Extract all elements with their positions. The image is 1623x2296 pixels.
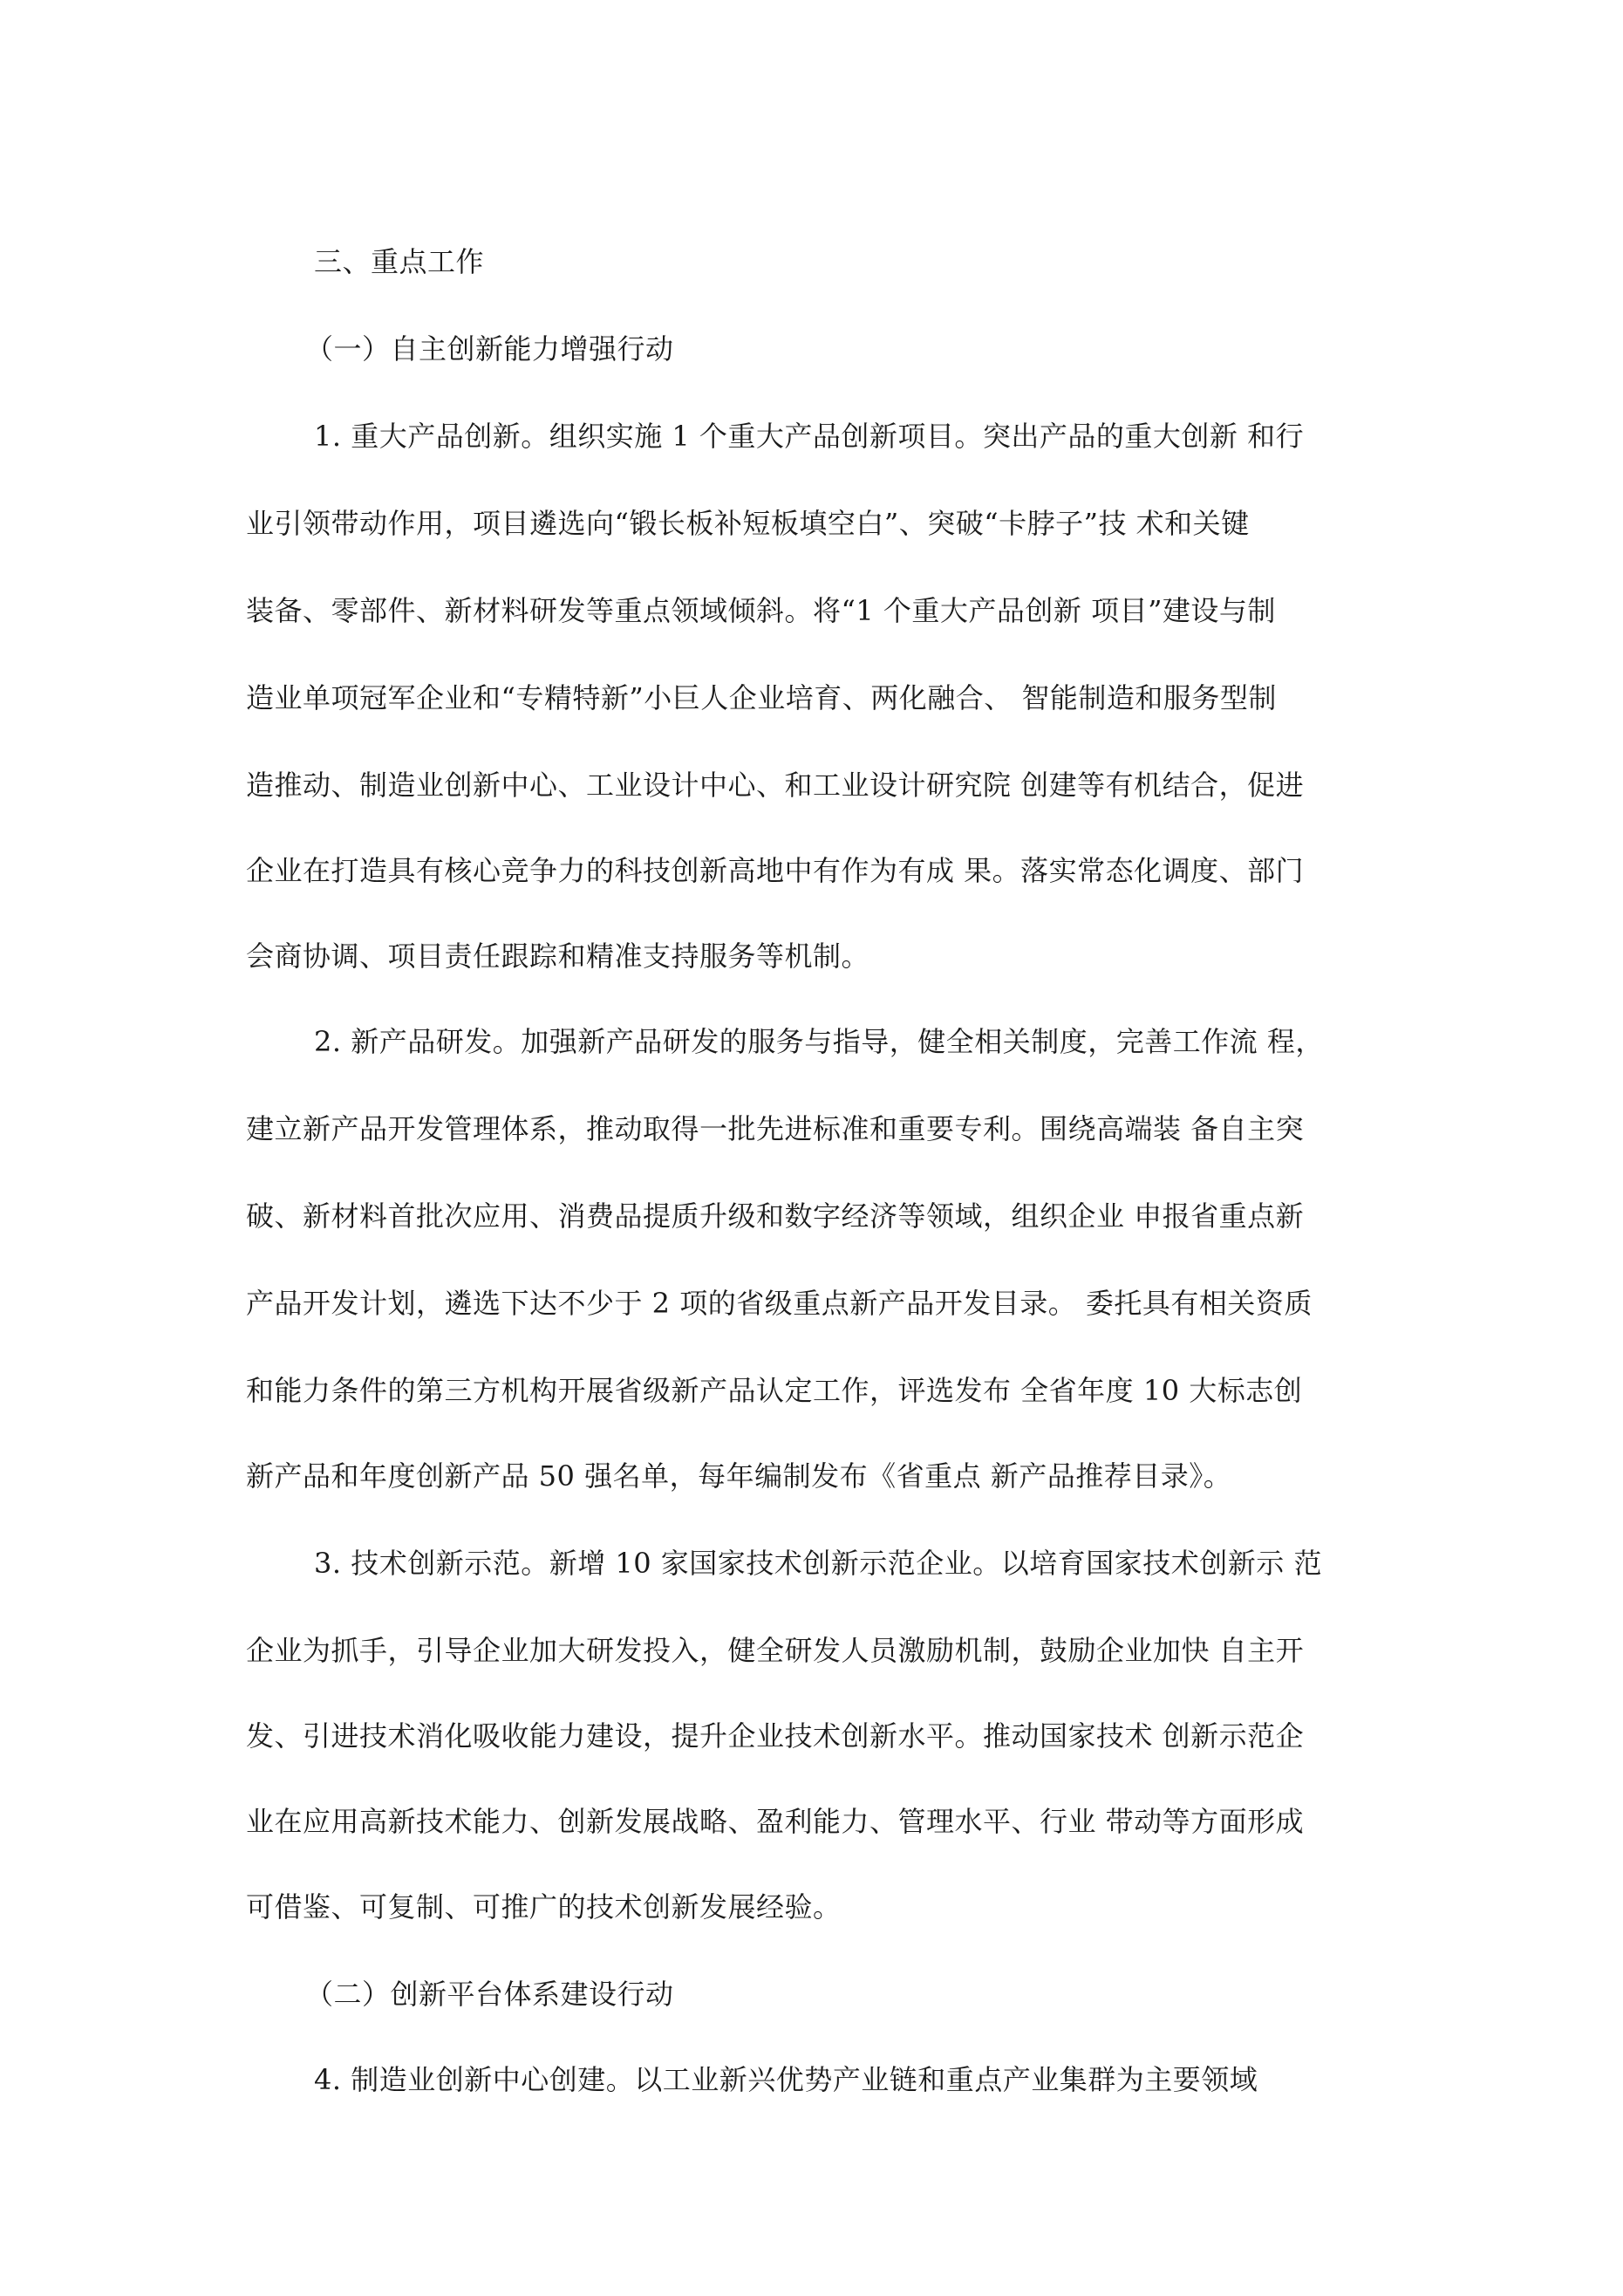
paragraph-1-line: 造业单项冠军企业和“专精特新”小巨人企业培育、两化融合、 智能制造和服务型制	[246, 681, 1277, 714]
paragraph-4-line: 4. 制造业创新中心创建。以工业新兴优势产业链和重点产业集群为主要领域	[314, 2063, 1258, 2096]
paragraph-1-line: 会商协调、项目责任跟踪和精准支持服务等机制。	[246, 940, 870, 973]
paragraph-1-line: 造推动、制造业创新中心、工业设计中心、和工业设计研究院 创建等有机结合，促进	[246, 769, 1305, 802]
paragraph-2-line: 2. 新产品研发。加强新产品研发的服务与指导，健全相关制度，完善工作流 程，	[314, 1025, 1324, 1058]
section-heading: 三、重点工作	[314, 245, 485, 278]
subsection-heading-1: （一）自主创新能力增强行动	[305, 332, 674, 366]
paragraph-1-line: 装备、零部件、新材料研发等重点领域倾斜。将“1 个重大产品创新 项目”建设与制	[246, 594, 1276, 627]
paragraph-3-line: 发、引进技术消化吸收能力建设，提升企业技术创新水平。推动国家技术 创新示范企	[246, 1719, 1305, 1753]
paragraph-2-line: 新产品和年度创新产品 50 强名单，每年编制发布《省重点 新产品推荐目录》。	[246, 1459, 1232, 1493]
subsection-heading-2: （二）创新平台体系建设行动	[305, 1978, 674, 2011]
paragraph-2-line: 建立新产品开发管理体系，推动取得一批先进标准和重要专利。围绕高端装 备自主突	[246, 1112, 1305, 1145]
paragraph-3-line: 可借鉴、可复制、可推广的技术创新发展经验。	[246, 1890, 842, 1924]
paragraph-1-line: 业引领带动作用，项目遴选向“锻长板补短板填空白”、突破“卡脖子”技 术和关键	[246, 507, 1250, 540]
paragraph-3-line: 业在应用高新技术能力、创新发展战略、盈利能力、管理水平、行业 带动等方面形成	[246, 1805, 1305, 1838]
paragraph-2-line: 和能力条件的第三方机构开展省级新产品认定工作，评选发布 全省年度 10 大标志创	[246, 1374, 1303, 1407]
paragraph-2-line: 破、新材料首批次应用、消费品提质升级和数字经济等领域，组织企业 申报省重点新	[246, 1199, 1305, 1233]
paragraph-1-line: 1. 重大产品创新。组织实施 1 个重大产品创新项目。突出产品的重大创新 和行	[314, 420, 1305, 453]
paragraph-3-line: 3. 技术创新示范。新增 10 家国家技术创新示范企业。以培育国家技术创新示 范	[314, 1547, 1322, 1580]
paragraph-1-line: 企业在打造具有核心竞争力的科技创新高地中有作为有成 果。落实常态化调度、部门	[246, 854, 1305, 887]
paragraph-2-line: 产品开发计划，遴选下达不少于 2 项的省级重点新产品开发目录。 委托具有相关资质	[246, 1287, 1313, 1320]
paragraph-3-line: 企业为抓手，引导企业加大研发投入，健全研发人员激励机制，鼓励企业加快 自主开	[246, 1634, 1305, 1667]
